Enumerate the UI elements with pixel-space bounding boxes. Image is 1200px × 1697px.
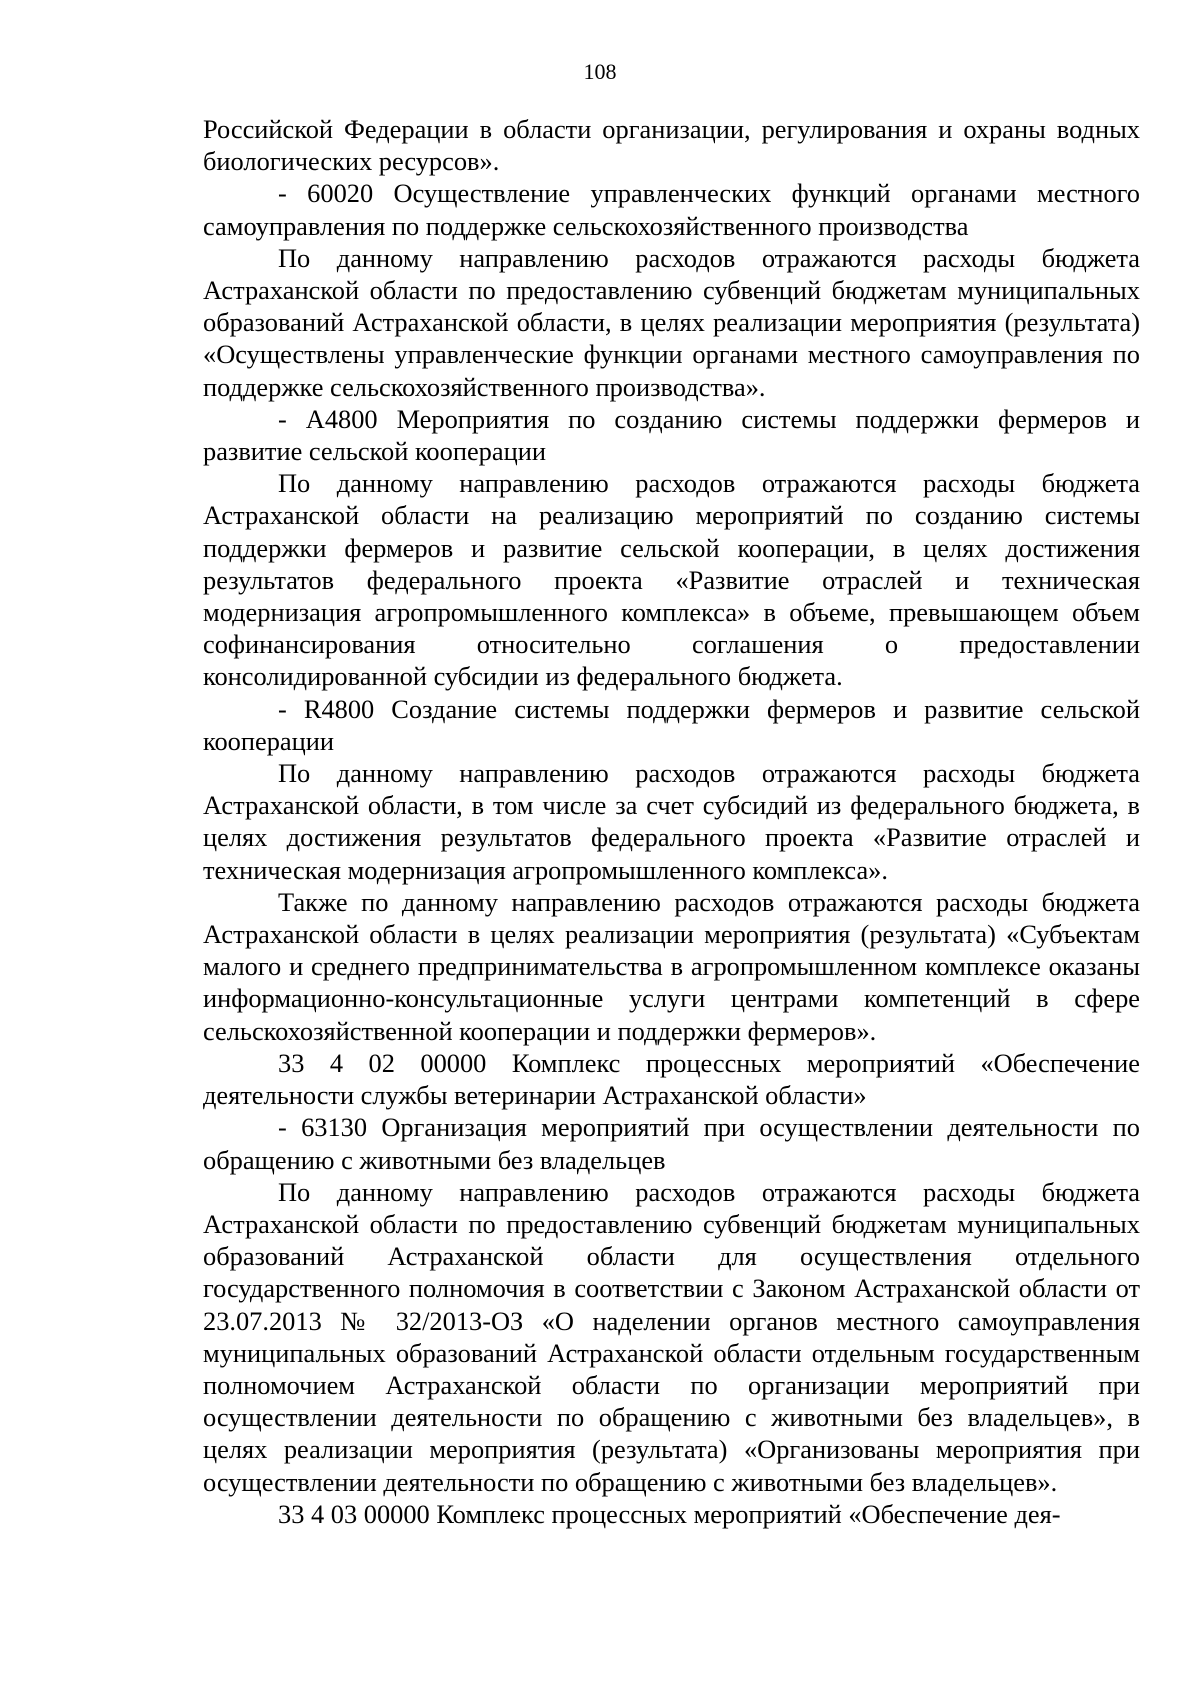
paragraph: - А4800 Мероприятия по созданию системы поддержки фермеров и развитие сельской кооперации	[203, 403, 1140, 467]
paragraph: По данному направлению расходов отражаются расходы бюджета Астраханской области на реализацию мероприятий по созданию системы поддержки фермеров и развитие сельской кооперации, в целях достижения результатов федерального проекта «Развитие отраслей и техническая модернизация агропромышленного комплекса» в объеме, превышающем объем софинансирования относительно соглашения о предоставлении консолидированной субсидии из федерального бюджета.	[203, 468, 1140, 692]
paragraph: По данному направлению расходов отражаются расходы бюджета Астраханской области по предоставлению субвенций бюджетам муниципальных образований Астраханской области для осуществления отдельного государственного полномочия в соответствии с Законом Астраханской области от 23.07.2013 № 32/2013-ОЗ «О наделении органов местного самоуправления муниципальных образований Астраханской области отдельным государственным полномочием Астраханской области по организации мероприятий при осуществлении деятельности по обращению с животными без владельцев», в целях реализации мероприятия (результата) «Организованы мероприятия при осуществлении деятельности по обращению с животными без владельцев».	[203, 1176, 1140, 1497]
paragraph: 33 4 02 00000 Комплекс процессных мероприятий «Обеспечение деятельности службы ветеринарии Астраханской области»	[203, 1047, 1140, 1111]
document-body	[203, 113, 1140, 1530]
paragraph: - 60020 Осуществление управленческих функций органами местного самоуправления по поддержке сельскохозяйственного производства	[203, 178, 1140, 241]
paragraph: Российской Федерации в области организации, регулирования и охраны водных биологических ресурсов».	[203, 114, 1140, 177]
paragraph: - R4800 Создание системы поддержки фермеров и развитие сельской кооперации	[203, 693, 1140, 756]
paragraph: 33 4 03 00000 Комплекс процессных мероприятий «Обеспечение дея-	[278, 1498, 1061, 1529]
paragraph: - 63130 Организация мероприятий при осуществлении деятельности по обращению с животными без владельцев	[203, 1112, 1140, 1175]
page-number: 108	[583, 59, 617, 84]
paragraph: По данному направлению расходов отражаются расходы бюджета Астраханской области по предоставлению субвенций бюджетам муниципальных образований Астраханской области, в целях реализации мероприятия (результата) «Осуществлены управленческие функции органами местного самоуправления по поддержке сельскохозяйственного производства».	[203, 242, 1140, 402]
paragraph: По данному направлению расходов отражаются расходы бюджета Астраханской области, в том числе за счет субсидий из федерального бюджета, в целях достижения результатов федерального проекта «Развитие отраслей и техническая модернизация агропромышленного комплекса».	[203, 758, 1140, 885]
paragraph: Также по данному направлению расходов отражаются расходы бюджета Астраханской области в целях реализации мероприятия (результата) «Субъектам малого и среднего предпринимательства в агропромышленном комплексе оказаны информационно-консультационные услуги центрами компетенций в сфере сельскохозяйственной кооперации и поддержки фермеров».	[203, 886, 1140, 1046]
